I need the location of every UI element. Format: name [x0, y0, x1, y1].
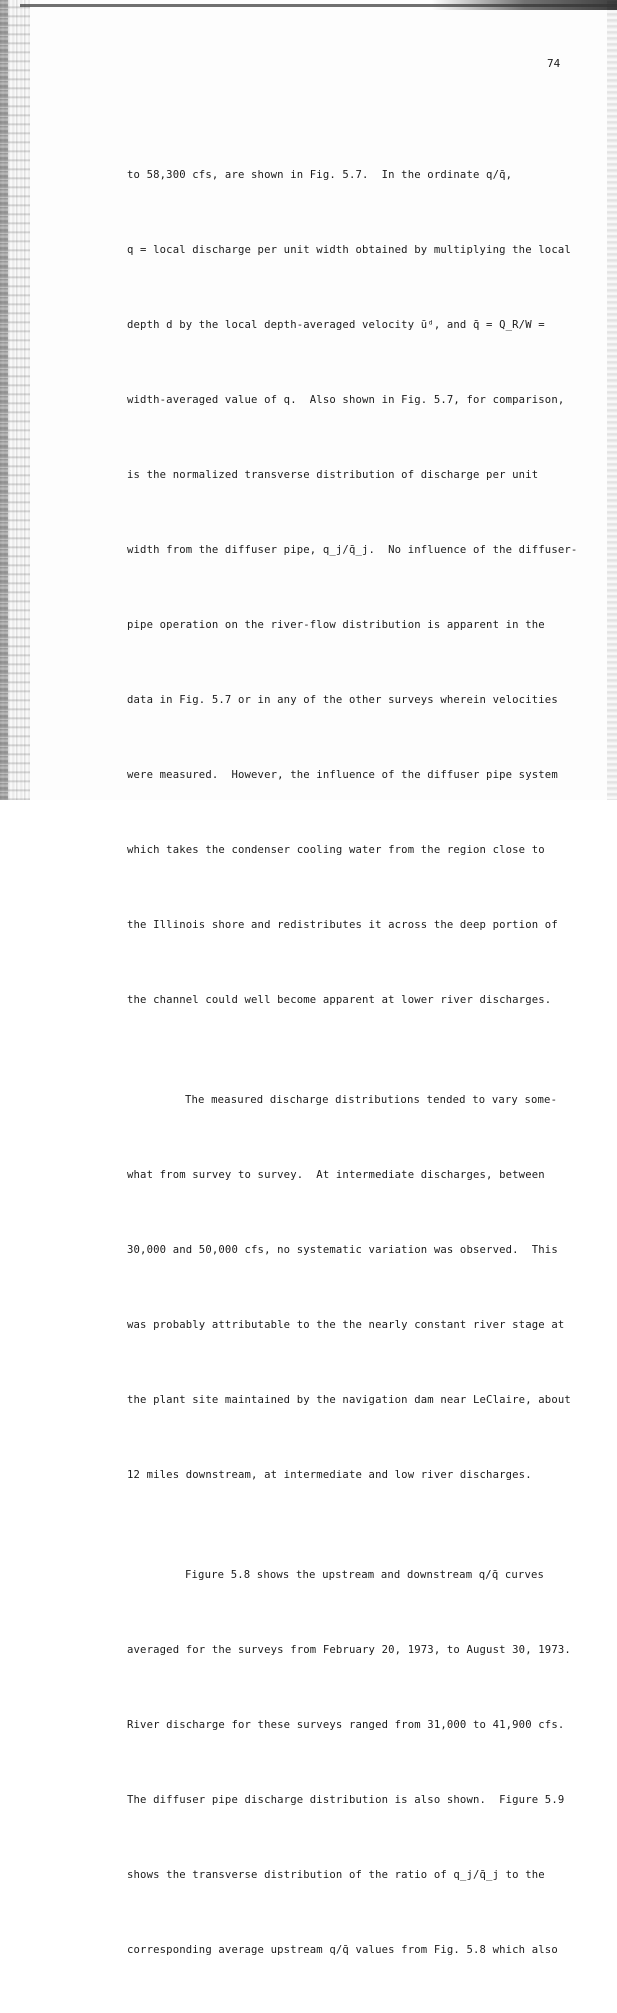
- text-line: The diffuser pipe discharge distribution is also shown. Figure 5.9: [127, 1794, 565, 1806]
- text-line: what from survey to survey. At intermediate discharges, between: [127, 1169, 545, 1181]
- text-line: Figure 5.8 shows the upstream and downstream q/q̄ curves: [185, 1569, 545, 1581]
- text-line: 30,000 and 50,000 cfs, no systematic variation was observed. This: [127, 1244, 558, 1256]
- text-line: width-averaged value of q. Also shown in Fig. 5.7, for comparison,: [127, 394, 565, 406]
- text-line: shows the transverse distribution of the ratio of q_j/q̄_j to the: [127, 1869, 545, 1881]
- text-line: width from the diffuser pipe, q_j/q̄_j. No influence of the diffuser-: [127, 544, 578, 556]
- scan-left-border: [0, 0, 8, 800]
- text-line: was probably attributable to the the nearly constant river stage at: [127, 1319, 565, 1331]
- text-line: the Illinois shore and redistributes it across the deep portion of: [127, 919, 558, 931]
- text-line: data in Fig. 5.7 or in any of the other surveys wherein velocities: [127, 694, 558, 706]
- text-line: is the normalized transverse distribution of discharge per unit: [127, 469, 539, 481]
- text-line: depth d by the local depth-averaged velocity ūᵈ, and q̄ = Q_R/W =: [127, 319, 545, 331]
- text-line: 12 miles downstream, at intermediate and low river discharges.: [127, 1469, 532, 1481]
- text-line: the channel could well become apparent at lower river discharges.: [127, 994, 552, 1006]
- scan-right-edge: [607, 0, 617, 800]
- text-line: pipe operation on the river-flow distribution is apparent in the: [127, 619, 545, 631]
- text-line: the plant site maintained by the navigation dam near LeClaire, about: [127, 1394, 571, 1406]
- body-text: [127, 113, 578, 2013]
- text-line: to 58,300 cfs, are shown in Fig. 5.7. In the ordinate q/q̄,: [127, 169, 513, 181]
- text-line: averaged for the surveys from February 20, 1973, to August 30, 1973.: [127, 1644, 571, 1656]
- scan-top-line: [20, 4, 617, 7]
- text-line: q = local discharge per unit width obtained by multiplying the local: [127, 244, 571, 256]
- text-line: The measured discharge distributions tended to vary some-: [185, 1094, 558, 1106]
- text-line: River discharge for these surveys ranged from 31,000 to 41,900 cfs.: [127, 1719, 565, 1731]
- text-line: were measured. However, the influence of the diffuser pipe system: [127, 769, 558, 781]
- text-line: corresponding average upstream q/q̄ values from Fig. 5.8 which also: [127, 1944, 558, 1956]
- page-number: 74: [547, 57, 561, 70]
- text-line: which takes the condenser cooling water from the region close to: [127, 844, 545, 856]
